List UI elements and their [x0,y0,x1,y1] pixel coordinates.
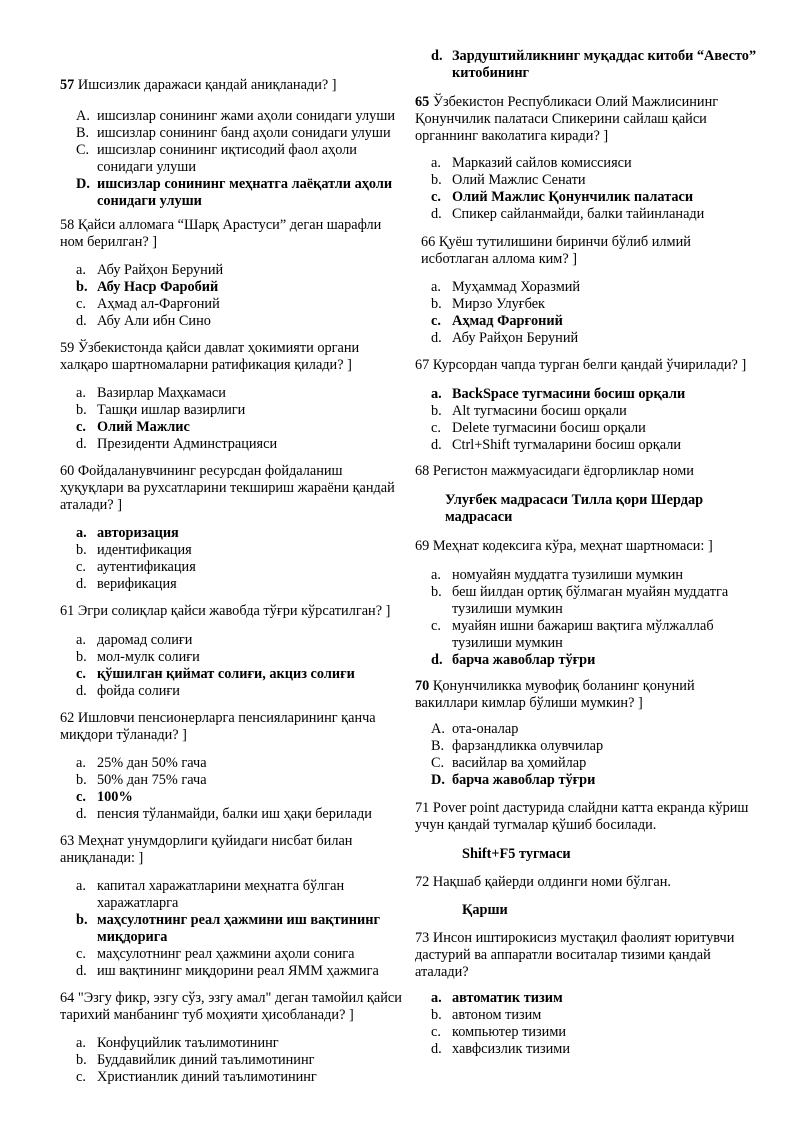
answer-68: Улуғбек мадрасаси Тилла қори Шердар мадрасаси [445,492,704,525]
options-65 [415,155,760,223]
option-b[interactable]: b. мол-мулк солиғи [76,649,200,665]
question-text: 64 "Эзгу фикр, эзгу сўз, эзгу амал" деган тамойил қайси тарихий манбанинг туб моҳияти ҳисобланади? ] [60,990,402,1023]
question-text: 73 Инсон иштирокисиз мустақил фаолият юритувчи дастурий ва аппаратли воситалар тизими қандай аталади? [415,930,735,980]
option-b-correct[interactable]: b. Абу Наср Фаробий [76,279,219,295]
question-61 [60,603,405,620]
option-c[interactable]: c. Delete тугмасини босиш орқали [431,420,646,436]
option-d[interactable]: d. Спикер сайланмайди, балки тайинланади [431,206,705,222]
option-c-correct[interactable]: c. Олий Мажлис [76,419,190,435]
option-d-correct[interactable]: D. ишсизлар сонининг меҳнатга лаёқатли аҳоли сонидаги улуши [76,176,393,209]
question-text: 60 Фойдаланувчининг ресурсдан фойдаланиш ҳуқуқлари ва рухсатларини текшириш жараёни қандай аталади? ] [60,463,395,513]
option-d[interactable]: d. Абу Райҳон Беруний [431,330,579,346]
option-b[interactable]: b. Буддавийлик диний таълимотининг [76,1052,315,1068]
options-64-continued [415,48,760,82]
question-63 [60,833,405,867]
option-d[interactable]: d. Президенти Админстрацияси [76,436,278,452]
option-c[interactable]: c. муайян ишни бажариш вақтига мўлжаллаб тузилиши мумкин [431,618,714,651]
option-a[interactable]: a. 25% дан 50% гача [76,755,207,771]
option-a[interactable]: a. Конфуцийлик таълимотининг [76,1035,279,1051]
question-62 [60,710,405,744]
answer-72: Қарши [462,902,508,918]
question-67 [415,357,760,374]
question-65 [415,94,760,145]
option-d[interactable]: d. хавфсизлик тизими [431,1041,570,1057]
question-text: 66 Қуёш тутилишини биринчи бўлиб илмий исботлаган аллома ким? ] [421,234,691,267]
option-a-correct[interactable]: a. автоматик тизим [431,990,563,1006]
question-72 [415,874,760,891]
option-c-correct[interactable]: c. Аҳмад Фарғоний [431,313,563,329]
question-text: 69 Меҳнат кодексига кўра, меҳнат шартномаси: ] [415,538,713,554]
question-70 [415,678,760,712]
options-63 [60,878,405,980]
option-d[interactable]: d. верификация [76,576,177,592]
option-b[interactable]: b. Ташқи ишлар вазирлиги [76,402,246,418]
options-69 [415,567,760,669]
question-text: 71 Pover point дастурида слайдни катта екранда кўриш учун қандай тугмалар қўшиб босилади. [415,800,749,833]
option-c[interactable]: C. васийлар ва ҳомийлар [431,755,587,771]
option-d[interactable]: d. иш вақтининг миқдорини реал ЯММ ҳажмига [76,963,379,979]
question-number: 70 [415,678,430,694]
option-a[interactable]: a. Муҳаммад Хоразмий [431,279,581,295]
option-d[interactable]: d. фойда солиғи [76,683,180,699]
option-a[interactable]: a. номуайян муддатга тузилиши мумкин [431,567,684,583]
option-d[interactable]: d. Ctrl+Shift тугмаларини босиш орқали [431,437,682,453]
options-59 [60,385,405,453]
question-text: Ишсизлик даражаси қандай аниқланади? ] [74,77,337,93]
options-66 [415,279,760,347]
option-a-correct[interactable]: a. авторизация [76,525,179,541]
question-59 [60,340,405,374]
options-70 [415,721,760,789]
answer-71: Shift+F5 тугмаси [462,846,571,862]
options-62 [60,755,405,823]
options-67 [415,386,760,454]
option-c[interactable]: c. компьютер тизими [431,1024,567,1040]
options-64 [60,1035,405,1086]
question-66 [415,234,760,268]
question-69 [415,538,760,555]
question-text: 59 Ўзбекистонда қайси давлат ҳокимияти органи халқаро шартномаларни ратификация қилади? ] [60,340,360,373]
option-a[interactable]: a. Марказий сайлов комиссияси [431,155,632,171]
question-58 [60,217,405,251]
option-b-correct[interactable]: b. маҳсулотнинг реал ҳажмини иш вақтининг миқдорига [76,912,380,945]
option-a[interactable]: a. Вазирлар Маҳкамаси [76,385,226,401]
question-text: 61 Эгри солиқлар қайси жавобда тўғри кўрсатилган? ] [60,603,391,619]
question-text: 68 Регистон мажмуасидаги ёдгорликлар номи [415,463,694,479]
option-d-correct[interactable]: d. барча жавоблар тўғри [431,652,596,668]
option-b[interactable]: b. беш йилдан ортиқ бўлмаган муайян муддатга тузилиши мумкин [431,584,729,617]
options-60 [60,525,405,593]
option-d-correct[interactable]: d. Зардуштийликнинг муқаддас китоби “Авесто” китобининг [431,48,757,81]
question-text: 62 Ишловчи пенсионерларга пенсияларининг қанча миқдори тўланади? ] [60,710,376,743]
option-b[interactable]: B. ишсизлар сонининг банд аҳоли сонидаги улуши [76,125,391,141]
option-c-correct[interactable]: c. Олий Мажлис Қонунчилик палатаси [431,189,694,205]
question-text: Ўзбекистон Республикаси Олий Мажлисининг Қонунчилик палатаси Спикерини сайлаш қайси органнинг ваколатига киради? ] [415,94,719,144]
question-64 [60,990,405,1024]
option-d[interactable]: d. Абу Али ибн Сино [76,313,211,329]
question-text: 63 Меҳнат унумдорлиги қуйидаги нисбат билан аниқланади: ] [60,833,353,866]
options-61 [60,632,405,700]
option-c[interactable]: c. Христианлик диний таълимотининг [76,1069,317,1085]
option-c[interactable]: c. аутентификация [76,559,196,575]
question-60 [60,463,405,514]
option-a[interactable]: a. даромад солиғи [76,632,193,648]
option-a[interactable]: a. капитал харажатларини меҳнатга бўлган харажатларга [76,878,345,911]
option-b[interactable]: b. идентификация [76,542,192,558]
option-c[interactable]: C. ишсизлар сонининг иқтисодий фаол аҳоли сонидаги улуши [76,142,357,175]
option-c[interactable]: c. маҳсулотнинг реал ҳажмини аҳоли сонига [76,946,355,962]
option-b[interactable]: b. Alt тугмасини босиш орқали [431,403,627,419]
option-a[interactable]: a. Абу Райҳон Беруний [76,262,224,278]
option-d-correct[interactable]: D. барча жавоблар тўғри [431,772,596,788]
question-71 [415,800,760,834]
question-73 [415,930,760,981]
question-text: 58 Қайси алломага “Шарқ Арастуси” деган шарафли ном берилган? ] [60,217,382,250]
options-73 [415,990,760,1058]
option-b[interactable]: b. автоном тизим [431,1007,542,1023]
option-a[interactable]: A. ота-оналар [431,721,519,737]
options-57 [60,108,405,210]
option-a[interactable]: A. ишсизлар сонининг жами аҳоли сонидаги улуши [76,108,395,124]
option-c-correct[interactable]: c. 100% [76,789,133,805]
question-57 [60,77,405,94]
option-d[interactable]: d. пенсия тўланмайди, балки иш ҳақи берилади [76,806,372,822]
option-c-correct[interactable]: c. қўшилган қиймат солиғи, акциз солиғи [76,666,355,682]
option-a-correct[interactable]: a. BackSpace тугмасини босиш орқали [431,386,686,402]
option-c[interactable]: c. Аҳмад ал-Фарғоний [76,296,220,312]
option-b[interactable]: b. 50% дан 75% гача [76,772,207,788]
question-68 [415,463,760,480]
option-b[interactable]: b. Мирзо Улуғбек [431,296,546,312]
question-number: 65 [415,94,430,110]
question-number: 57 [60,77,75,93]
question-text: 67 Курсордан чапда турган белги қандай ўчирилади? ] [415,357,747,373]
question-text: Қонунчиликка мувофиқ боланинг қонуний вакиллари кимлар бўлиши мумкин? ] [415,678,695,711]
option-b[interactable]: b. Олий Мажлис Сенати [431,172,586,188]
options-58 [60,262,405,330]
option-b[interactable]: B. фарзандликка олувчилар [431,738,604,754]
question-text: 72 Нақшаб қайерди олдинги номи бўлган. [415,874,671,890]
